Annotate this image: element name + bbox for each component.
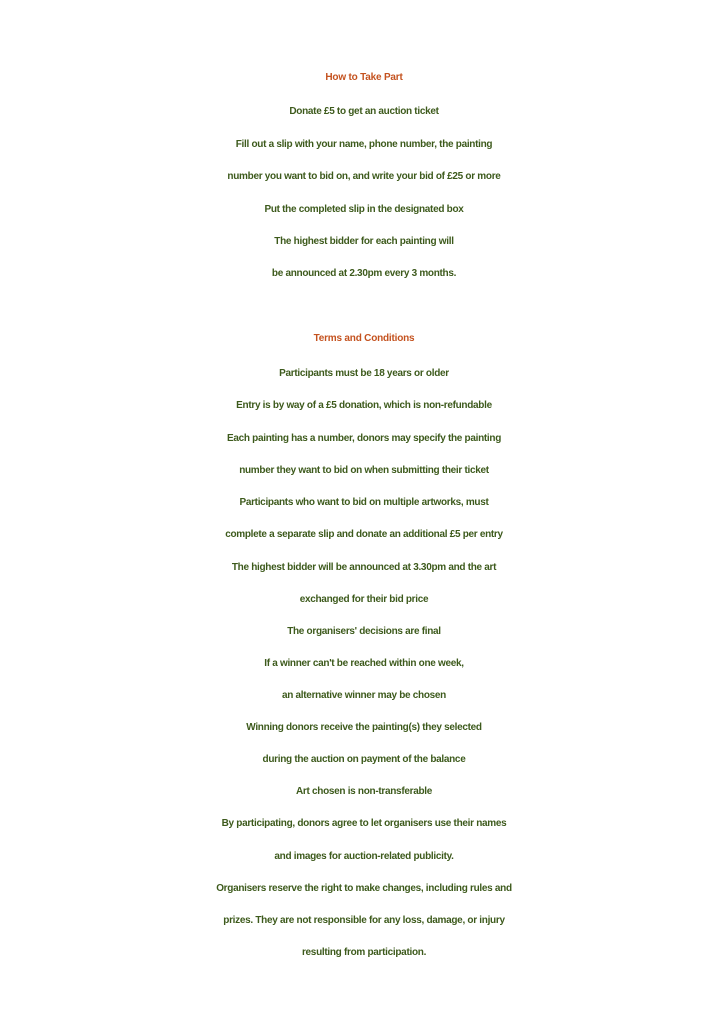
terms-line-3: Each painting has a number, donors may specify the painting — [226, 433, 502, 444]
terms-line-11: an alternative winner may be chosen — [281, 690, 446, 701]
terms-line-19: resulting from participation. — [301, 947, 427, 958]
terms-line-13: during the auction on payment of the balance — [262, 754, 466, 765]
how-to-line-4: Put the completed slip in the designated box — [264, 204, 464, 215]
terms-line-2: Entry is by way of a £5 donation, which is non-refundable — [236, 400, 492, 411]
terms-line-16: and images for auction-related publicity. — [274, 851, 454, 862]
terms-line-9: The organisers' decisions are final — [287, 626, 441, 637]
terms-line-5: Participants who want to bid on multiple artworks, must — [239, 497, 489, 508]
how-to-line-2: Fill out a slip with your name, phone number, the painting — [235, 139, 493, 150]
how-to-line-5: The highest bidder for each painting will — [274, 236, 454, 247]
terms-line-4: number they want to bid on when submitting their ticket — [239, 465, 489, 476]
terms-line-8: exchanged for their bid price — [299, 594, 429, 605]
terms-line-10: If a winner can't be reached within one week, — [264, 658, 464, 669]
how-to-line-6: be announced at 2.30pm every 3 months. — [271, 268, 457, 279]
terms-line-7: The highest bidder will be announced at 3.30pm and the art — [231, 562, 497, 573]
how-to-take-part-heading: How to Take Part — [325, 72, 403, 83]
how-to-line-3: number you want to bid on, and write your bid of £25 or more — [227, 171, 501, 182]
how-to-line-1: Donate £5 to get an auction ticket — [289, 106, 439, 117]
terms-line-17: Organisers reserve the right to make changes, including rules and — [216, 883, 512, 894]
terms-line-1: Participants must be 18 years or older — [279, 368, 449, 379]
terms-and-conditions-heading: Terms and Conditions — [313, 333, 415, 344]
terms-line-18: prizes. They are not responsible for any loss, damage, or injury — [223, 915, 505, 926]
terms-line-6: complete a separate slip and donate an additional £5 per entry — [225, 529, 503, 540]
terms-line-14: Art chosen is non-transferable — [295, 786, 433, 797]
terms-line-15: By participating, donors agree to let organisers use their names — [221, 818, 507, 829]
terms-line-12: Winning donors receive the painting(s) they selected — [246, 722, 482, 733]
